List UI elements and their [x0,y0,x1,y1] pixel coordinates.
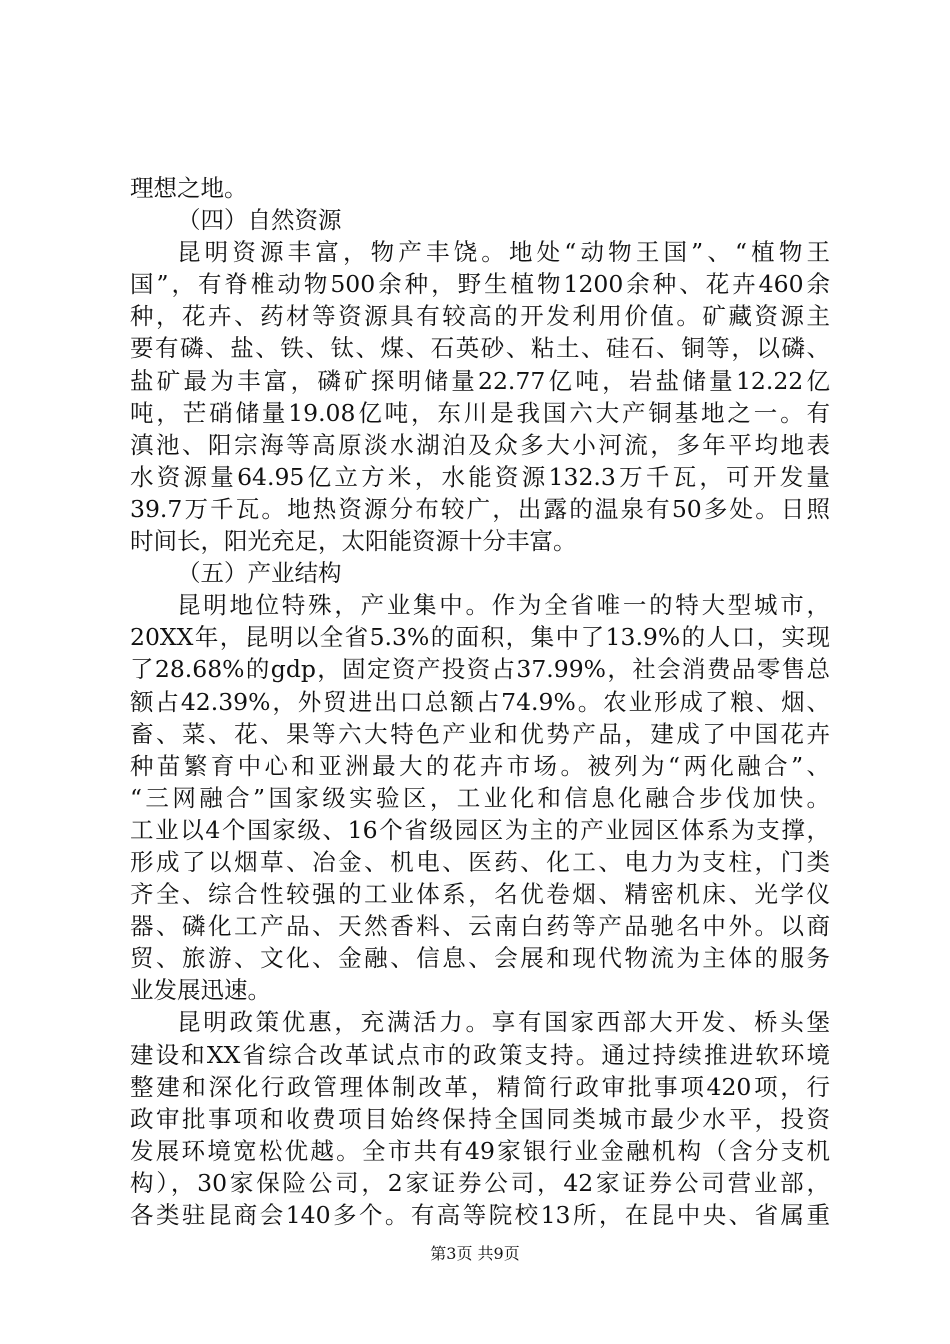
text-line: 器、磷化工产品、天然香料、云南白药等产品驰名中外。以商 [130,912,830,941]
text-line: （五）产业结构 [177,559,342,588]
text-line: 种苗繁育中心和亚洲最大的花卉市场。被列为“两化融合”、 [130,751,830,780]
text-line: 各类驻昆商会140多个。有高等院校13所，在昆中央、省属重 [130,1201,830,1229]
text-line: 整建和深化行政管理体制改革，精简行政审批事项420项，行 [130,1072,830,1101]
text-line: 理想之地。 [130,174,248,202]
text-line: 形成了以烟草、冶金、机电、医药、化工、电力为支柱，门类 [130,847,830,876]
document-body [130,172,830,1231]
text-line: 要有磷、盐、铁、钛、煤、石英砂、粘土、硅石、铜等，以磷、 [130,334,830,363]
text-line: 了28.68%的gdp，固定资产投资占37.99%，社会消费品零售总 [130,655,830,684]
text-line: 种，花卉、药材等资源具有较高的开发利用价值。矿藏资源主 [130,302,830,331]
text-line: 水资源量64.95亿立方米，水能资源132.3万千瓦，可开发量 [130,462,830,491]
text-line: 业发展迅速。 [130,976,271,1005]
text-line: 工业以4个国家级、16个省级园区为主的产业园区体系为支撑， [130,815,830,844]
text-line: 发展环境宽松优越。全市共有49家银行业金融机构（含分支机 [130,1136,830,1165]
text-line: 额占42.39%，外贸进出口总额占74.9%。农业形成了粮、烟、 [130,687,830,716]
text-line: 建设和XX省综合改革试点市的政策支持。通过持续推进软环境 [130,1040,830,1069]
text-line: 畜、菜、花、果等六大特色产业和优势产品，建成了中国花卉 [130,719,830,748]
text-line: （四）自然资源 [177,206,342,235]
text-line: 昆明地位特殊，产业集中。作为全省唯一的特大型城市， [177,591,830,620]
text-line: 政审批事项和收费项目始终保持全国同类城市最少水平，投资 [130,1104,830,1133]
text-line: 滇池、阳宗海等高原淡水湖泊及众多大小河流，多年平均地表 [130,430,830,459]
text-line: 时间长，阳光充足，太阳能资源十分丰富。 [130,527,577,556]
text-line: 国”，有脊椎动物500余种，野生植物1200余种、花卉460余 [130,270,830,299]
text-line: 贸、旅游、文化、金融、信息、会展和现代物流为主体的服务 [130,944,830,973]
text-line: 20XX年，昆明以全省5.3%的面积，集中了13.9%的人口，实现 [130,623,830,652]
text-line: 盐矿最为丰富，磷矿探明储量22.77亿吨，岩盐储量12.22亿 [130,366,830,395]
text-line: 39.7万千瓦。地热资源分布较广，出露的温泉有50多处。日照 [130,494,830,523]
text-line: 构），30家保险公司，2家证券公司，42家证券公司营业部， [130,1168,830,1197]
text-line: “三网融合”国家级实验区，工业化和信息化融合步伐加快。 [130,783,830,812]
page-number-label: 第3页 共9页 [430,1244,520,1263]
text-line: 昆明资源丰富，物产丰饶。地处“动物王国”、“植物王 [177,238,830,267]
text-line: 齐全、综合性较强的工业体系，名优卷烟、精密机床、光学仪 [130,880,830,909]
page-footer [0,1244,950,1264]
text-line: 昆明政策优惠，充满活力。享有国家西部大开发、桥头堡 [177,1008,830,1037]
text-line: 吨，芒硝储量19.08亿吨，东川是我国六大产铜基地之一。有 [130,398,830,427]
